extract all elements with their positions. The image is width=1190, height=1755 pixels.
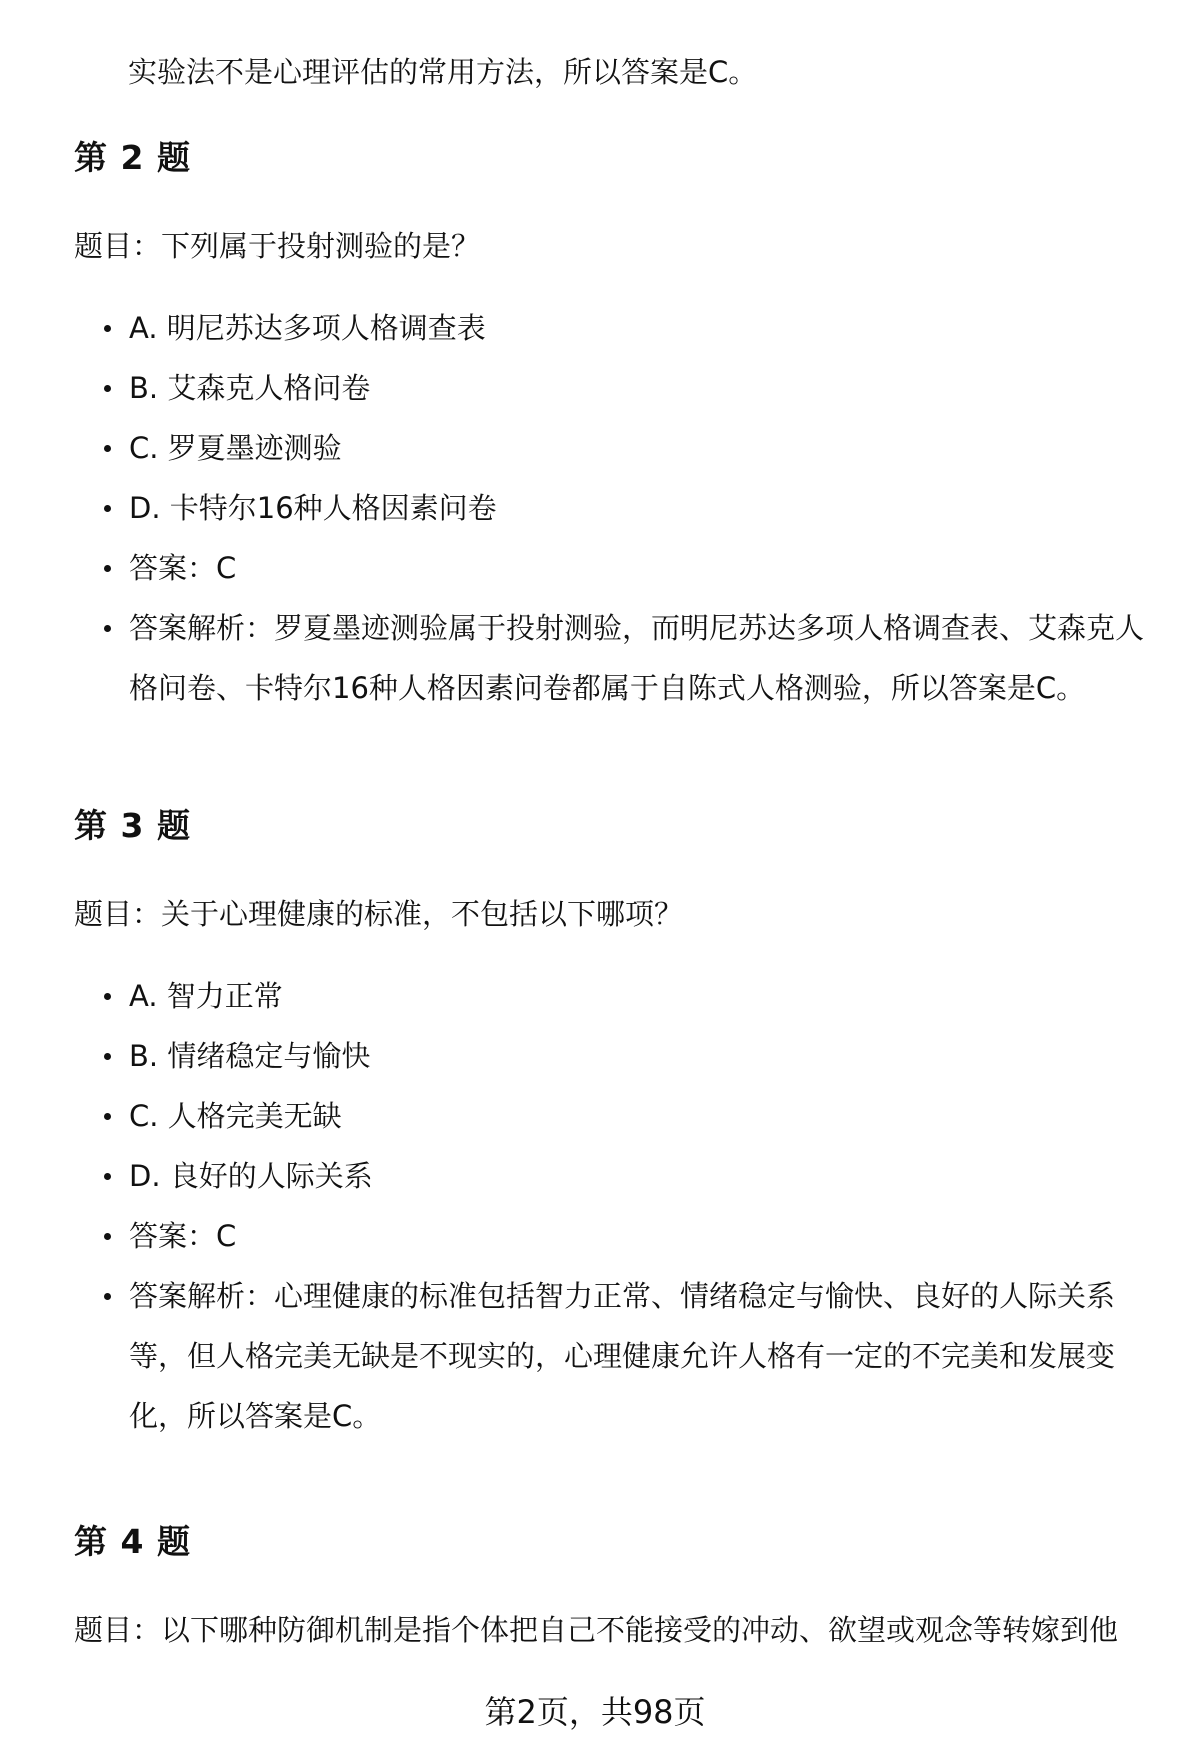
question-4-stem: 题目：以下哪种防御机制是指个体把自己不能接受的冲动、欲望或观念等转嫁到他 xyxy=(74,1613,1119,1647)
carryover-explanation: 实验法不是心理评估的常用方法，所以答案是C。 xyxy=(128,55,758,89)
question-3-stem: 题目：关于心理健康的标准，不包括以下哪项？ xyxy=(74,897,684,931)
question-2-option-b: B. 艾森克人格问卷 xyxy=(74,358,1164,418)
question-3-options xyxy=(74,966,1164,1446)
question-3-explanation: 答案解析：心理健康的标准包括智力正常、情绪稳定与愉快、良好的人际关系等，但人格完美无缺是不现实的，心理健康允许人格有一定的不完美和发展变化，所以答案是C。 xyxy=(74,1266,1164,1446)
question-3-option-c: C. 人格完美无缺 xyxy=(74,1086,1164,1146)
question-2-explanation: 答案解析：罗夏墨迹测验属于投射测验，而明尼苏达多项人格调查表、艾森克人格问卷、卡特尔16种人格因素问卷都属于自陈式人格测验，所以答案是C。 xyxy=(74,598,1164,718)
question-3-heading: 第 3 题 xyxy=(74,806,191,845)
question-2-option-c: C. 罗夏墨迹测验 xyxy=(74,418,1164,478)
question-2-options xyxy=(74,298,1164,718)
question-3-answer: 答案：C xyxy=(74,1206,1164,1266)
question-3-option-b: B. 情绪稳定与愉快 xyxy=(74,1026,1164,1086)
question-2-heading: 第 2 题 xyxy=(74,138,191,177)
question-2-answer: 答案：C xyxy=(74,538,1164,598)
question-2-option-a: A. 明尼苏达多项人格调查表 xyxy=(74,298,1164,358)
question-2-stem: 题目：下列属于投射测验的是？ xyxy=(74,229,481,263)
question-4-heading: 第 4 题 xyxy=(74,1522,191,1561)
question-2-option-d: D. 卡特尔16种人格因素问卷 xyxy=(74,478,1164,538)
question-3-option-a: A. 智力正常 xyxy=(74,966,1164,1026)
page-number-footer: 第2页，共98页 xyxy=(484,1693,706,1731)
question-3-option-d: D. 良好的人际关系 xyxy=(74,1146,1164,1206)
